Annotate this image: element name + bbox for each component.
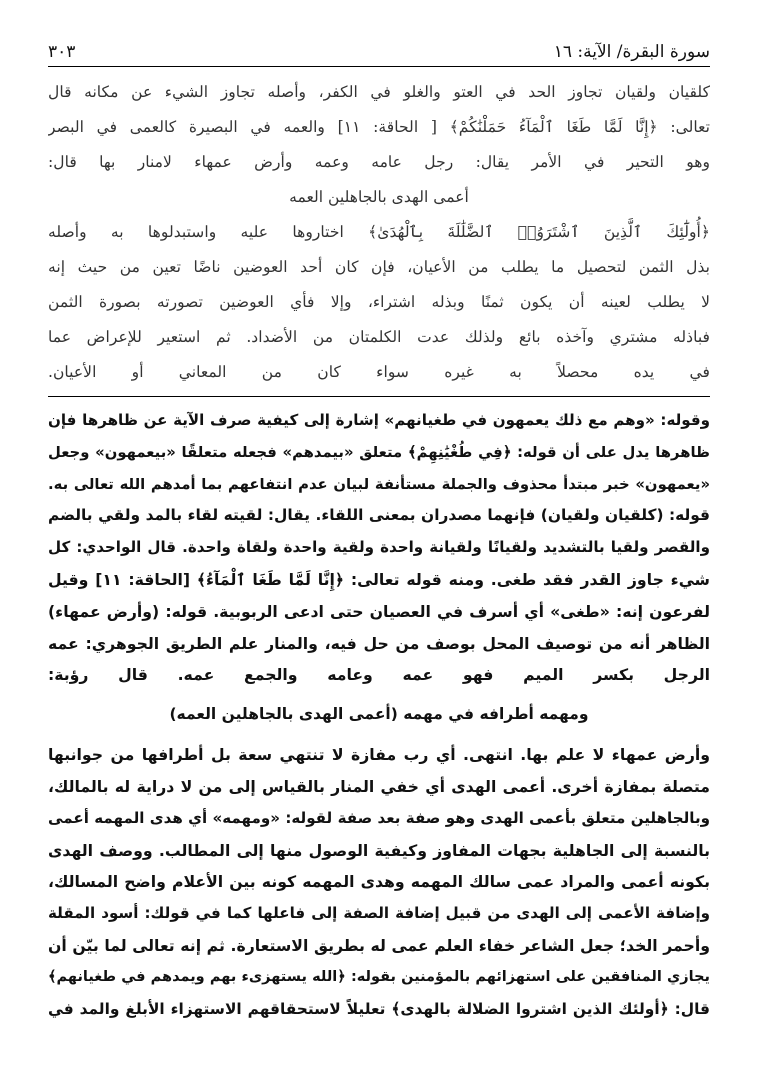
poetry-verse: ومهمه أطرافه في مهمه (أعمى الهدى بالجاهلين العمه) xyxy=(169,705,589,724)
text-line: قوله: (كلقيان ولقيان) فإنهما مصدران بمعنى اللقاء. يقال: لقيته لقاء بالمد ولقي بالضم xyxy=(48,506,710,525)
section-divider xyxy=(48,396,710,397)
book-page xyxy=(48,26,710,1070)
poetry-verse: أعمى الهدى بالجاهلين العمه xyxy=(289,188,469,206)
page-number: ٣٠٣ xyxy=(48,42,76,62)
text-line: بذل الثمن لتحصيل ما يطلب من الأعيان، فإن كان أحد العوضين ناضًا تعين من حيث إنه xyxy=(48,258,710,276)
text-line: الرجل بكسر الميم فهو عمه وعامه والجمع عمه. قال رؤبة: xyxy=(48,665,710,685)
page-header xyxy=(48,26,710,67)
text-line: لا يطلب لعينه أن يكون ثمنًا وبذله اشتراء، وإلا فأي العوضين تصورته بصورة الثمن xyxy=(48,293,710,311)
tafsir-text-block xyxy=(48,75,710,390)
text-line: قال: ﴿أولئك الذين اشتروا الضلالة بالهدى﴾ تعليلاً لاستحقاقهم الاستهزاء الأبلغ والمد في xyxy=(48,999,710,1018)
text-line: وقوله: «وهم مع ذلك يعمهون في طغيانهم» إشارة إلى كيفية صرف الآية عن ظاهرها فإن xyxy=(48,411,710,429)
commentary-text-block xyxy=(48,405,710,1025)
text-line: لفرعون إنه: «طغى» أي أسرف في العصيان حتى ادعى الربوبية. قوله: (وأرض عمهاء) xyxy=(48,601,710,621)
text-line: يجازي المنافقين على استهزائهم بالمؤمنين بقوله: ﴿الله يستهزىء بهم ويمدهم في طغيانهم﴾ xyxy=(48,968,710,985)
text-line: بكونه أعمى والمراد عمى سالك المهمه وهدى المهمه كونه بين الأعلام واضح المسالك، xyxy=(48,872,710,892)
text-line: في يده محصلاً به غيره سواء كان من المعاني أو الأعيان. xyxy=(48,363,710,381)
text-line: ظاهرها يدل على أن قوله: ﴿فِي طُغْيَٰنِهِمْ﴾ متعلق «بيمدهم» فجعله متعلقًا «بيعمهون» وجعل xyxy=(48,443,710,461)
text-line: تعالى: ﴿إِنَّا لَمَّا طَغَا ٱلْمَآءُ حَمَلْنَٰكُمْ﴾ [ الحاقة: ١١] والعمه في البصيرة كالعمى في البصر xyxy=(48,118,710,136)
text-line: الظاهر أنه من توصيف المحل بوصف من حل فيه، والمنار علم الطريق الجوهري: عمه xyxy=(48,633,710,653)
text-line: وأرض عمهاء لا علم بها. انتهى. أي رب مفازة لا تنتهي سعة بل أطرافها من جوانبها xyxy=(48,745,710,765)
text-line: شيء جاوز القدر فقد طغى. ومنه قوله تعالى: ﴿إِنَّا لَمَّا طَغَا ٱلْمَآءُ﴾ [الحاقة: ١١] وقيل xyxy=(48,569,710,589)
surah-title: سورة البقرة/ الآية: ١٦ xyxy=(553,42,710,62)
text-line: وأحمر الخد؛ جعل الشاعر خفاء العلم عمى له بطريق الاستعارة. ثم إنه تعالى لما بيّن أن xyxy=(48,935,710,955)
text-line: «يعمهون» خبر مبتدأ محذوف والجملة مستأنفة لبيان عدم انتفاعهم بما أمدهم الله تعالى به. xyxy=(48,475,710,493)
text-line: والقصر ولقيا بالتشديد ولقيانًا ولقيانة واحدة ولقية واحدة ولقاة واحدة. قال الواحدي: كل xyxy=(48,538,710,557)
text-line: وهو التحير في الأمر يقال: رجل عامه وعمه وأرض عمهاء لامنار بها قال: xyxy=(48,153,710,171)
text-line: كلقيان ولقيان تجاوز الحد في العتو والغلو في الكفر، وأصله تجاوز الشيء عن مكانه قال xyxy=(48,83,710,101)
text-line: متصلة بمفازة أخرى. أعمى الهدى أي خفي المنار بالقياس إلى من لا دراية له بالمالك، xyxy=(48,776,710,796)
text-line: فباذله مشتري وآخذه بائع ولذلك عدت الكلمتان من الأضداد. ثم استعير للإعراض عما xyxy=(48,328,710,346)
text-line: ﴿أُولَٰٓئِكَ ٱلَّذِينَ ٱشْتَرَوُا۟ ٱلضَّلَٰلَةَ بِٱلْهُدَىٰ﴾ اختاروها عليه واستبدلوها به وأصله xyxy=(48,223,710,241)
text-line: بالنسبة إلى الجاهلية بجهات المفاوز وكيفية الوصول منها إلى المطالب. ووصف الهدى xyxy=(48,840,710,860)
text-line: وإضافة الأعمى إلى الهدى من قبيل إضافة الصفة إلى فاعلها كما في قولك: أسود المقلة xyxy=(48,904,710,923)
text-line: وبالجاهلين متعلق بأعمى الهدى وهو صفة بعد صفة لقوله: «ومهمه» أي هدى المهمه أعمى xyxy=(48,808,710,827)
